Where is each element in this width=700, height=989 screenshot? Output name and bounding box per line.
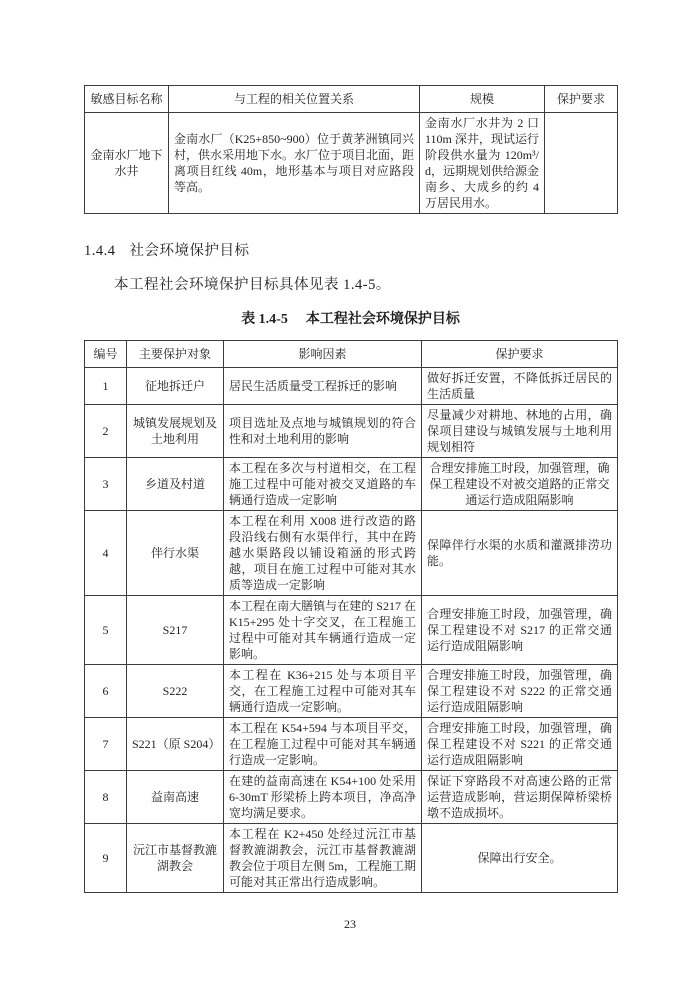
table-row (85, 405, 618, 458)
column-header-impact-factor: 影响因素 (224, 341, 422, 368)
table-row (85, 771, 618, 824)
cell-factor: 在建的益南高速在 K54+100 处采用 6-30mT 形梁桥上跨本项目，净高净宽均满足要求。 (224, 771, 422, 824)
cell-factor: 本工程在多次与村道相交，在工程施工过程中可能对被交叉道路的车辆通行造成一定影响 (224, 458, 422, 511)
cell-position-relation: 金南水厂（K25+850~900）位于黄茅洲镇同兴村，供水采用地下水。水厂位于项目北面，距离项目红线 40m，地形基本与项目对应路段等高。 (169, 113, 420, 214)
table-caption (84, 308, 617, 328)
cell-no: 6 (85, 665, 127, 718)
cell-target-name: 金南水厂地下水井 (85, 113, 169, 214)
section-title: 社会环境保护目标 (129, 243, 250, 259)
cell-factor: 本工程在 K54+594 与本项目平交，在工程施工过程中可能对其车辆通行造成一定影响。 (224, 718, 422, 771)
cell-requirement: 保证下穿路段不对高速公路的正常运营造成影响，营运期保障桥梁桥墩不造成损坏。 (422, 771, 618, 824)
cell-target: 益南高速 (127, 771, 224, 824)
table-row (85, 665, 618, 718)
cell-target: S217 (127, 596, 224, 665)
column-header-main-target: 主要保护对象 (127, 341, 224, 368)
table-row (85, 458, 618, 511)
column-header-position-relation: 与工程的相关位置关系 (169, 86, 420, 113)
cell-no: 2 (85, 405, 127, 458)
cell-requirement: 合理安排施工时段，加强管理，确保工程建设不对 S222 的正常交通运行造成阻隔影响 (422, 665, 618, 718)
cell-target: S221（原 S204） (127, 718, 224, 771)
cell-target: S222 (127, 665, 224, 718)
column-header-scale: 规模 (420, 86, 545, 113)
table-header-row (85, 86, 618, 113)
intro-paragraph: 本工程社会环境保护目标具体见表 1.4-5。 (114, 277, 391, 293)
cell-requirement: 保障伴行水渠的水质和灌溉排涝功能。 (422, 511, 618, 596)
cell-target: 伴行水渠 (127, 511, 224, 596)
section-number: 1.4.4 (84, 243, 116, 259)
section-heading (84, 239, 617, 260)
cell-factor: 居民生活质量受工程拆迁的影响 (224, 368, 422, 405)
cell-no: 7 (85, 718, 127, 771)
table-row (85, 596, 618, 665)
column-header-requirement: 保护要求 (422, 341, 618, 368)
column-header-no: 编号 (85, 341, 127, 368)
cell-no: 1 (85, 368, 127, 405)
cell-no: 3 (85, 458, 127, 511)
table-row (85, 368, 618, 405)
table-row (85, 718, 618, 771)
cell-target: 城镇发展规划及土地利用 (127, 405, 224, 458)
column-header-target-name: 敏感目标名称 (85, 86, 169, 113)
cell-scale: 金南水厂水井为 2 口 110m 深井，现试运行阶段供水量为 120m³/d，远期规划供给源金南乡、大成乡的约 4 万居民用水。 (420, 113, 545, 214)
table-caption-label: 表 1.4-5 (241, 312, 288, 327)
page-number: 23 (344, 917, 356, 931)
cell-requirement: 合理安排施工时段，加强管理，确保工程建设不对 S221 的正常交通运行造成阻隔影响 (422, 718, 618, 771)
column-header-protection-requirement: 保护要求 (545, 86, 618, 113)
page-content (84, 85, 617, 893)
cell-requirement: 做好拆迁安置，不降低拆迁居民的生活质量 (422, 368, 618, 405)
cell-factor: 本工程在 K36+215 处与本项目平交，在工程施工过程中可能对其车辆通行造成一定影响。 (224, 665, 422, 718)
cell-requirement: 合理安排施工时段，加强管理，确保工程建设不对被交道路的正常交通运行造成阻隔影响 (422, 458, 618, 511)
cell-target: 沅江市基督教漉湖教会 (127, 824, 224, 893)
table-header-row (85, 341, 618, 368)
sensitive-targets-table (84, 85, 618, 214)
cell-target: 征地拆迁户 (127, 368, 224, 405)
cell-requirement: 尽量减少对耕地、林地的占用，确保项目建设与城镇发展与土地利用规划相符 (422, 405, 618, 458)
social-env-protection-table (84, 340, 618, 893)
table-caption-title: 本工程社会环境保护目标 (305, 312, 460, 327)
table-row (85, 113, 618, 214)
cell-factor: 本工程在南大膳镇与在建的 S217 在 K15+295 处十字交叉，在工程施工过程中可能对其车辆通行造成一定影响。 (224, 596, 422, 665)
cell-factor: 本工程在 K2+450 处经过沅江市基督教漉湖教会，沅江市基督教漉湖教会位于项目左侧 5m，工程施工期可能对其正常出行造成影响。 (224, 824, 422, 893)
cell-no: 8 (85, 771, 127, 824)
cell-target: 乡道及村道 (127, 458, 224, 511)
cell-protection-requirement (545, 113, 618, 214)
table-row (85, 511, 618, 596)
cell-factor: 本工程在利用 X008 进行改造的路段沿线右侧有水渠伴行，其中在跨越水渠路段以铺设箱涵的形式跨越，项目在施工过程中可能对其水质等造成一定影响 (224, 511, 422, 596)
cell-no: 9 (85, 824, 127, 893)
cell-no: 4 (85, 511, 127, 596)
cell-no: 5 (85, 596, 127, 665)
table-row (85, 824, 618, 893)
cell-requirement: 合理安排施工时段，加强管理，确保工程建设不对 S217 的正常交通运行造成阻隔影响 (422, 596, 618, 665)
cell-factor: 项目选址及点地与城镇规划的符合性和对土地利用的影响 (224, 405, 422, 458)
cell-requirement: 保障出行安全。 (422, 824, 618, 893)
